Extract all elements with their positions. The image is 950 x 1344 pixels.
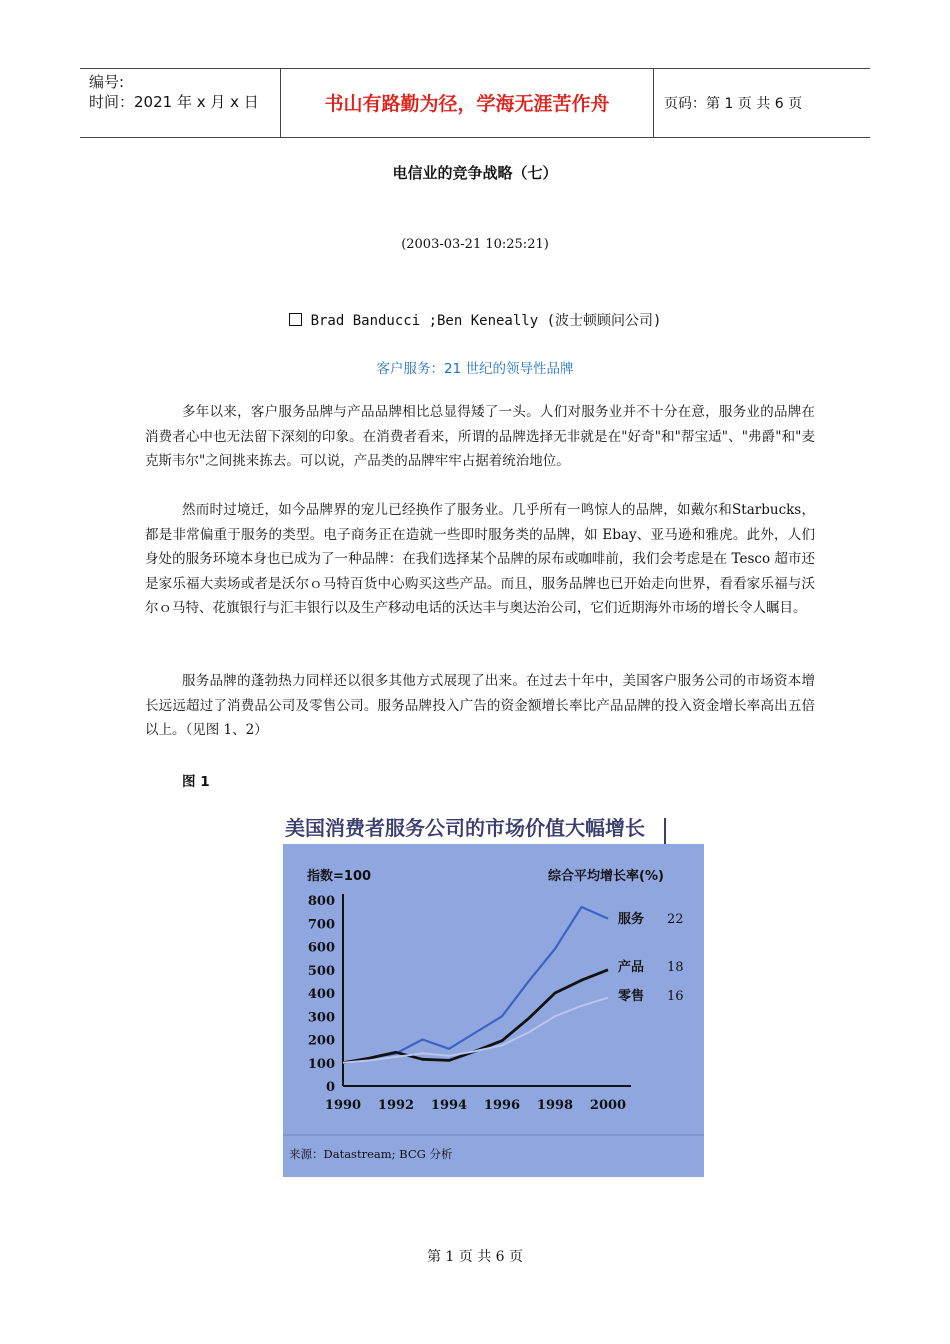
x-tick-label: 1992: [377, 1098, 415, 1113]
paragraph: 多年以来，客户服务品牌与产品品牌相比总显得矮了一头。人们对服务业并不十分在意，服务业的品牌在消费者心中也无法留下深刻的印象。在消费者看来，所谓的品牌选择无非就是在"好奇"和"帮宝适"、"弗爵"和"麦克斯韦尔"之间挑来拣去。可以说，产品类的品牌牢牢占据着统治地位。: [145, 404, 815, 469]
y-tick-label: 200: [307, 1033, 335, 1049]
series-name-label: 服务: [618, 912, 645, 927]
chart-title: 美国消费者服务公司的市场价值大幅增长: [285, 816, 645, 840]
paragraph: 服务品牌的蓬勃热力同样还以很多其他方式展现了出来。在过去十年中，美国客户服务公司的市场资本增长远远超过了消费品公司及零售公司。服务品牌投入广告的资金额增长率比产品品牌的投入资金增长率高出五倍以上。（见图 1、2）: [145, 673, 815, 738]
article-date: (2003-03-21 10:25:21): [401, 237, 549, 252]
y-tick-label: 400: [307, 987, 335, 1002]
x-tick-label: 1996: [483, 1098, 521, 1113]
x-tick-label: 1994: [430, 1098, 468, 1113]
series-rate-label: 18: [667, 960, 684, 975]
header-page-cell: [654, 69, 870, 137]
header-motto-cell: [280, 69, 654, 137]
page-footer: 第 1 页 共 6 页: [426, 1249, 524, 1265]
chart-source: 来源：Datastream; BCG 分析: [289, 1147, 453, 1161]
market-value-chart: [283, 808, 704, 1177]
y-tick-label: 0: [325, 1080, 335, 1095]
time-label: 时间：2021 年 x 月 x 日: [89, 93, 259, 111]
x-tick-label: 1998: [536, 1098, 574, 1113]
author-text: Brad Banducci ;Ben Keneally (波士顿顾问公司): [310, 313, 662, 329]
series-rate-label: 16: [667, 989, 684, 1004]
page-info: 页码：第 1 页 共 6 页: [664, 96, 803, 112]
x-tick-label: 1990: [324, 1098, 362, 1113]
number-label: 编号:: [89, 73, 125, 91]
y-tick-label: 800: [307, 894, 335, 909]
y-tick-label: 600: [307, 940, 335, 956]
y-tick-label: 500: [307, 963, 335, 979]
chart-background: [283, 844, 704, 1177]
motto: 书山有路勤为径，学海无涯苦作舟: [324, 93, 610, 115]
article-title: 电信业的竞争战略（七）: [392, 164, 558, 182]
index-label: 指数=100: [307, 869, 372, 884]
header-meta-cell: [80, 69, 280, 137]
author-line: [0, 310, 950, 330]
y-tick-label: 100: [307, 1056, 335, 1072]
series-name-label: 零售: [618, 989, 645, 1004]
y-tick-label: 700: [307, 917, 335, 933]
series-rate-label: 22: [667, 912, 684, 927]
paragraph: 然而时过境迁，如今品牌界的宠儿已经换作了服务业。几乎所有一鸣惊人的品牌，如戴尔和Starbucks，都是非常偏重于服务的类型。电子商务正在造就一些即时服务类的品牌，如 Ebay、亚马逊和雅虎。此外，人们身处的服务环境本身也已成为了一种品牌：在我们选择某个品牌的尿布或咖啡前，我们会考虑是在 Tesco 超市还是家乐福大卖场或者是沃尔ｏ马特百货中心购买这些产品。而且，服务品牌也已开始走向世界，看看家乐福与沃尔ｏ马特、花旗银行与汇丰银行以及生产移动电话的沃达丰与奥达治公司，它们近期海外市场的增长令人瞩目。: [145, 502, 815, 616]
section-title: 客户服务：21 世纪的领导性品牌: [376, 361, 574, 377]
checkbox-icon: [289, 313, 302, 326]
y-tick-label: 300: [307, 1010, 335, 1026]
document-header: [80, 68, 870, 138]
figure-label: 图 1: [182, 774, 210, 790]
series-name-label: 产品: [618, 960, 645, 975]
rate-header: 综合平均增长率(%): [548, 869, 664, 884]
x-tick-label: 2000: [589, 1098, 627, 1113]
